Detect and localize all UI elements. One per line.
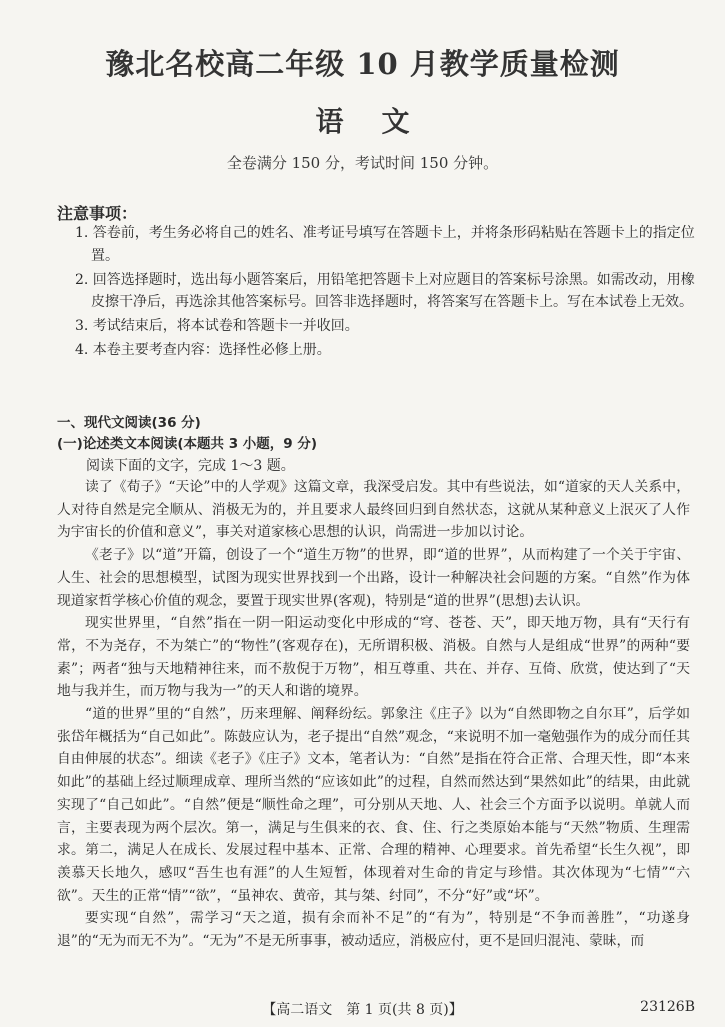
passage-paragraph: 要实现“自然”，需学习“天之道，损有余而补不足”的“有为”，特别是“不争而善胜”，“功遂身退”的“无为而无不为”。“无为”不是无所事事，被动适应，消极应付，更不是回归混沌、蒙昧，而 <box>57 910 690 950</box>
reading-instruction: 阅读下面的文字，完成 1～3 题。 <box>86 458 295 474</box>
subject-title: 语文 <box>315 105 448 138</box>
subsection-title: (一)论述类文本阅读(本题共 3 小题，9 分) <box>57 436 318 452</box>
note-item: 3. 考试结束后，将本试卷和答题卡一并收回。 <box>75 318 359 334</box>
passage-paragraph: 现实世界里，“自然”指在一阴一阳运动变化中形成的“穹、苍苍、天”，即天地万物，具有“天行有常，不为尧存，不为桀亡”的“物性”(客观存在)，无所谓积极、消极。自然与人是组成“世界”的两种“要素”；两者“独与天地精神往来，而不敖倪于万物”，相互尊重、共在、并存、互倚、欣赏，使达到了“天地与我并生，而万物与我为一”的天人和谐的境界。 <box>57 615 690 700</box>
section-title: 一、现代文阅读(36 分) <box>57 415 201 431</box>
note-item: 4. 本卷主要考查内容：选择性必修上册。 <box>75 342 331 358</box>
exam-title: 豫北名校高二年级 10 月教学质量检测 <box>105 47 620 81</box>
passage-paragraph: “道的世界”里的“自然”，历来理解、阐释纷纭。郭象注《庄子》以为“自然即物之自尔耳”，后学如张岱年概括为“自己如此”。陈鼓应认为，老子提出“自然”观念，“来说明不加一毫勉强作为的成分而任其自由伸展的状态”。细读《老子》《庄子》文本，笔者认为：“自然”是指在符合正常、合理天性，即“本来如此”的基础上经过顺理成章、理所当然的“应该如此”的过程，自然而然达到“果然如此”的结果，由此就实现了“自己如此”。“自然”便是“顺性命之理”，可分别从天地、人、社会三个方面予以说明。单就人而言，主要表现为两个层次。第一，满足与生俱来的衣、食、住、行之类原始本能与“天然”物质、生理需求。第二，满足人在成长、发展过程中基本、正常、合理的精神、心理要求。首先希望“长生久视”，即羡慕天长地久，感叹“吾生也有涯”的人生短暂，体现着对生命的肯定与珍惜。其次体现为“七情”“六欲”。天生的正常“情”“欲”，“虽神农、黄帝，其与桀、纣同”，不分“好”或“坏”。 <box>57 706 690 904</box>
notes-heading: 注意事项： <box>57 204 138 223</box>
note-item: 1. 答卷前，考生务必将自己的姓名、准考证号填写在答题卡上，并将条形码粘贴在答题卡上的指定位置。 <box>75 225 695 264</box>
passage <box>57 476 690 953</box>
page-footer: 【高二语文 第 1 页(共 8 页)】 <box>262 1002 463 1018</box>
passage-paragraph: 读了《荀子》“天论”中的人学观》这篇文章，我深受启发。其中有些说法，如“道家的天人关系中，人对待自然是完全顺从、消极无为的，并且要求人最终回归到自然状态，这就从某种意义上泯灭了人作为宇宙长的价值和意义”，事关对道家核心思想的认识，尚需进一步加以讨论。 <box>57 479 690 541</box>
notes-list <box>75 222 695 363</box>
exam-code: 23126B <box>640 999 695 1015</box>
note-item: 2. 回答选择题时，选出每小题答案后，用铅笔把答题卡上对应题目的答案标号涂黑。如需改动，用橡皮擦干净后，再选涂其他答案标号。回答非选择题时，将答案写在答题卡上。写在本试卷上无效。 <box>75 271 695 310</box>
exam-meta: 全卷满分 150 分，考试时间 150 分钟。 <box>226 154 499 172</box>
passage-paragraph: 《老子》以“道”开篇，创设了一个“道生万物”的世界，即“道的世界”，从而构建了一个关于宇宙、人生、社会的思想模型，试图为现实世界找到一个出路，设计一种解决社会问题的方案。“自然”作为体现道家哲学核心价值的观念，要置于现实世界(客观)，特别是“道的世界”(思想)去认识。 <box>57 547 690 609</box>
